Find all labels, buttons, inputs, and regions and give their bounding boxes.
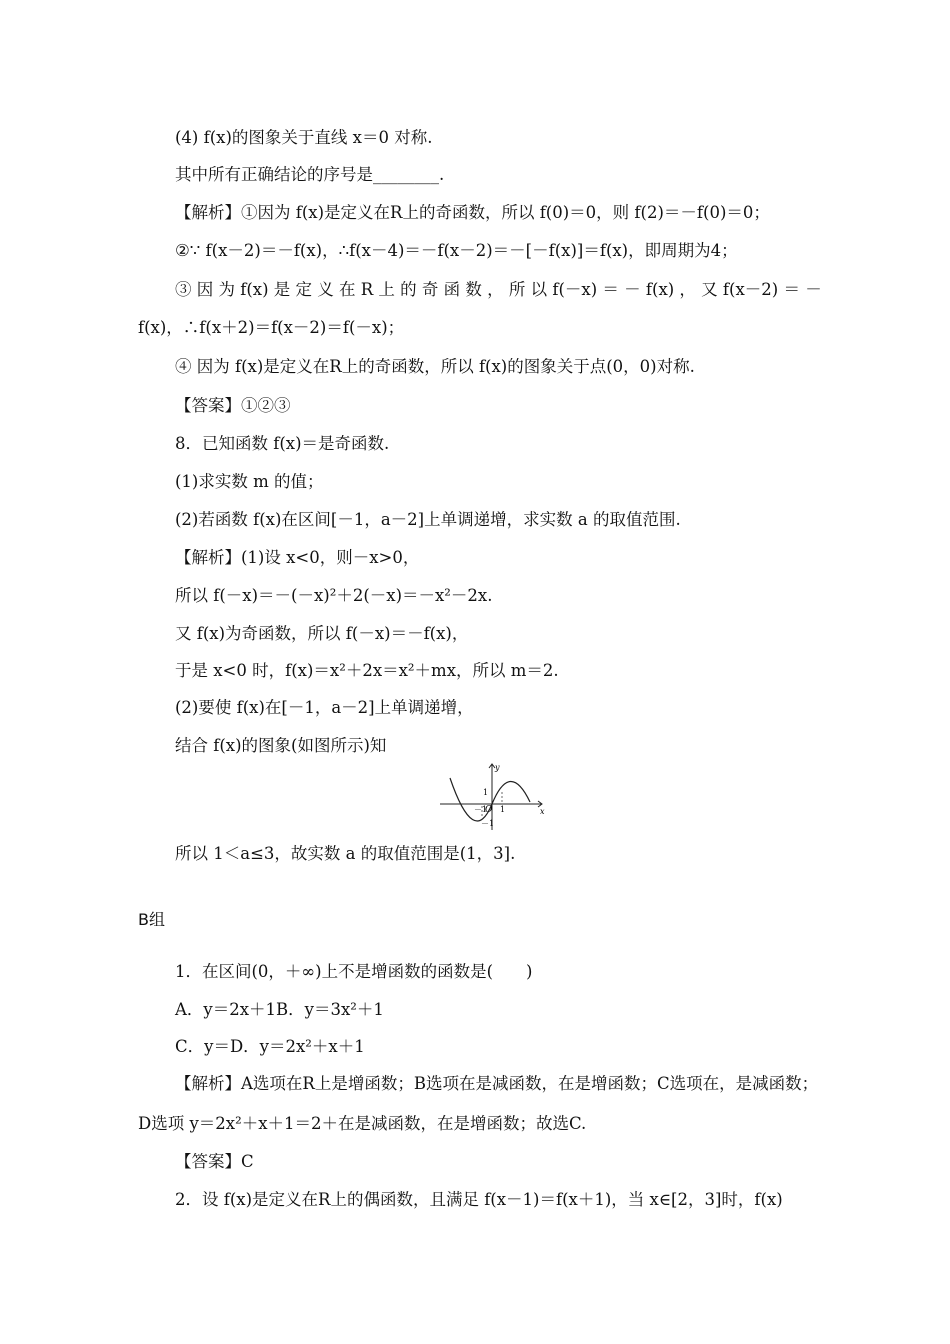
text-line: (2)若函数 f(x)在区间[－1，a－2]上单调递增，求实数 a 的取值范围. [175,510,681,529]
text-line: 其中所有正确结论的序号是________. [175,165,445,184]
text-line: 【解析】①因为 f(x)是定义在R上的奇函数，所以 f(0)＝0，则 f(2)＝－f(0)＝0； [175,203,770,222]
tick-label: 1 [483,788,489,797]
text-line: f(x)，∴f(x＋2)＝f(x－2)＝f(－x)； [138,318,405,337]
text-line: ③ 因 为 f(x) 是 定 义 在 R 上 的 奇 函 数 ， 所 以 f(－x) ＝ － f(x) ， 又 f(x－2) ＝ － [175,280,822,299]
question-title: 1．在区间(0，＋∞)上不是增函数的函数是( ) [175,962,533,981]
answer-line: 【答案】①②③ [175,396,291,415]
text-line: (4) f(x)的图象关于直线 x＝0 对称. [175,128,433,147]
text-line: 所以 f(－x)＝－(－x)²＋2(－x)＝－x²－2x. [175,586,493,605]
text-line: ②∵ f(x－2)＝－f(x)，∴f(x－4)＝－f(x－2)＝－[－f(x)]＝f(x)，即周期为4； [175,241,738,260]
option-line: A．y＝2x＋1B．y＝3x²＋1 [175,1000,384,1019]
text-line: 【解析】A选项在R上是增函数；B选项在是减函数，在是增函数；C选项在，是减函数； [175,1074,819,1093]
answer-line: 【答案】C [175,1152,254,1171]
text-line: (2)要使 f(x)在[－1，a－2]上单调递增， [175,698,474,717]
text-line: ④ 因为 f(x)是定义在R上的奇函数，所以 f(x)的图象关于点(0，0)对称. [175,357,695,376]
text-line: 又 f(x)为奇函数，所以 f(－x)＝－f(x)， [175,624,469,643]
text-line: 所以 1＜a≤3，故实数 a 的取值范围是(1，3]. [175,844,516,863]
origin-label: O [485,805,493,815]
axis-label-y: y [495,763,500,772]
tick-label: 1 [500,805,506,814]
text-line: D选项 y＝2x²＋x＋1＝2＋在是减函数，在是增函数；故选C. [138,1114,587,1133]
text-line: (1)求实数 m 的值； [175,472,324,491]
option-line: C．y＝D．y＝2x²＋x＋1 [175,1037,365,1056]
text-line: 【解析】(1)设 x<0，则－x>0， [175,548,420,567]
question-title: 2．设 f(x)是定义在R上的偶函数，且满足 f(x－1)＝f(x＋1)，当 x∈[2，3]时，f(x) [175,1190,783,1209]
question-title: 8．已知函数 f(x)＝是奇函数. [175,434,390,453]
tick-label: －1 [474,805,488,814]
function-graph-figure [436,760,548,832]
tick-label: －1 [481,819,495,828]
text-line: 于是 x<0 时，f(x)＝x²＋2x＝x²＋mx，所以 m＝2. [175,661,559,680]
text-line: 结合 f(x)的图象(如图所示)知 [175,736,387,755]
section-heading: B组 [138,910,165,929]
axis-label-x: x [540,807,545,816]
